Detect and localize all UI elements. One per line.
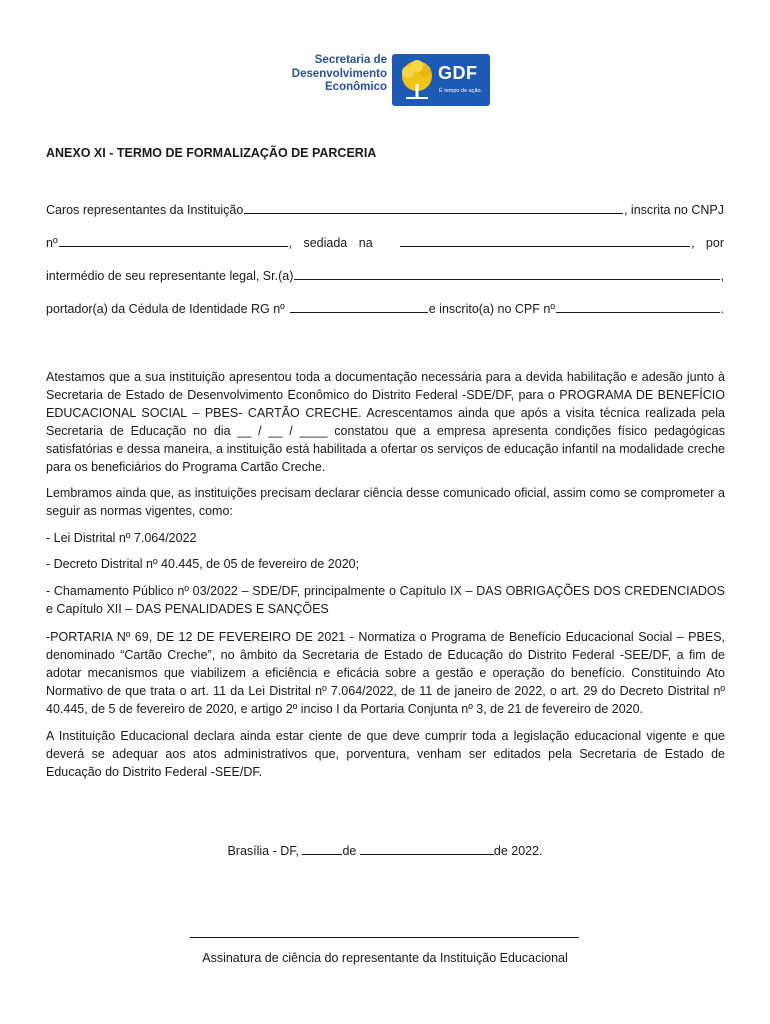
logo-line-2: Desenvolvimento [291, 67, 387, 80]
period-label: . [720, 302, 724, 316]
month-field[interactable] [360, 843, 494, 855]
document-title: ANEXO XI - TERMO DE FORMALIZAÇÃO DE PARCERIA [46, 146, 377, 160]
gdf-slogan: É tempo de ação. [439, 88, 483, 94]
logo-line-1: Secretaria de [314, 54, 387, 66]
cnpj-label: , inscrita no CNPJ [623, 203, 724, 217]
cnpj-field[interactable] [59, 234, 288, 247]
de-label: de [342, 844, 357, 858]
signature-label: Assinatura de ciência do representante da Instituição Educacional [202, 951, 568, 965]
list-item-portaria: -PORTARIA Nº 69, DE 12 DE FEVEREIRO DE 2021 - Normatiza o Programa de Benefício Educacional Social – PBES, denominado “Cartão Creche”, no âmbito da Secretaria de Estado de Educação do Distrito Federal -SEE/DF, a fim de adotar mecanismos que viabilizem a eficiência e eficácia sobre a gestão e operação do benefício. Constituindo Ato Normativo de que trata o art. 11 da Lei Distrital nº 7.064/2022, de 11 de janeiro de 2022, o art. 29 do Decreto Distrital nº 40.445, de 5 de fevereiro de 2020, e artigo 2º inciso I da Portaria Conjunta nº 3, de 21 de fevereiro de 2020. [46, 630, 725, 716]
gdf-wordmark: GDF [438, 63, 478, 83]
form-line-documents [46, 300, 724, 317]
header-logo [278, 54, 490, 106]
place-date-line [0, 843, 770, 858]
address-label: , sediada na [288, 236, 373, 250]
secretaria-logo-text [292, 54, 387, 95]
institution-name-field[interactable] [244, 201, 623, 214]
logo-line-3: Econômico [325, 81, 387, 93]
signature-line[interactable] [190, 937, 579, 938]
form-line-cnpj-address [46, 234, 724, 251]
paragraph-declaration: A Instituição Educacional declara ainda estar ciente de que deve cumprir toda a legislação educacional vigente e que deverá se adequar aos atos administrativos que, porventura, venham ser editados pela Secretaria de Estado de Educação do Distrito Federal -SEE/DF. [46, 729, 725, 779]
institution-label: Caros representantes da Instituição [46, 203, 244, 217]
comma-label: , [720, 269, 724, 283]
cpf-label: e inscrito(a) no CPF nº [428, 302, 555, 316]
por-label: , por [690, 236, 724, 250]
form-line-representative [46, 267, 724, 284]
list-item-decreto: - Decreto Distrital nº 40.445, de 05 de fevereiro de 2020; [46, 557, 360, 571]
ipe-tree-icon [396, 58, 438, 102]
cnpj-number-label: nº [46, 236, 58, 250]
list-item-lei: - Lei Distrital nº 7.064/2022 [46, 531, 197, 545]
cpf-field[interactable] [556, 300, 720, 313]
day-field[interactable] [302, 843, 342, 855]
gdf-badge [392, 54, 490, 106]
representative-label: intermédio de seu representante legal, Sr.(a) [46, 269, 294, 283]
paragraph-reminder: Lembramos ainda que, as instituições precisam declarar ciência desse comunicado oficial, assim como se comprometer a seguir as normas vigentes, como: [46, 486, 725, 518]
year-label: de 2022. [493, 844, 543, 858]
representative-field[interactable] [294, 267, 719, 280]
rg-field[interactable] [290, 300, 428, 313]
address-field[interactable] [400, 234, 690, 247]
city-label: Brasília - DF, [227, 844, 299, 858]
rg-label: portador(a) da Cédula de Identidade RG nº [46, 302, 285, 316]
list-item-chamamento: - Chamamento Público nº 03/2022 – SDE/DF, principalmente o Capítulo IX – DAS OBRIGAÇÕES DOS CREDENCIADOS e Capítulo XII – DAS PENALIDADES E SANÇÕES [46, 584, 725, 616]
form-line-institution [46, 201, 724, 218]
paragraph-attestation: Atestamos que a sua instituição apresentou toda a documentação necessária para a devida habilitação e adesão junto à Secretaria de Estado de Desenvolvimento Econômico do Distrito Federal -SDE/DF, para o PROGRAMA DE BENEFÍCIO EDUCACIONAL SOCIAL – PBES- CARTÃO CRECHE. Acrescentamos ainda que após a visita técnica realizada pela Secretaria de Educação no dia __ / __ / ____ constatou que a empresa apresenta condições físico pedagógicas satisfatórias e dessa maneira, a instituição está habilitada a ofertar os serviços de educação infantil na modalidade creche para os beneficiários do Programa Cartão Creche. [46, 370, 725, 474]
